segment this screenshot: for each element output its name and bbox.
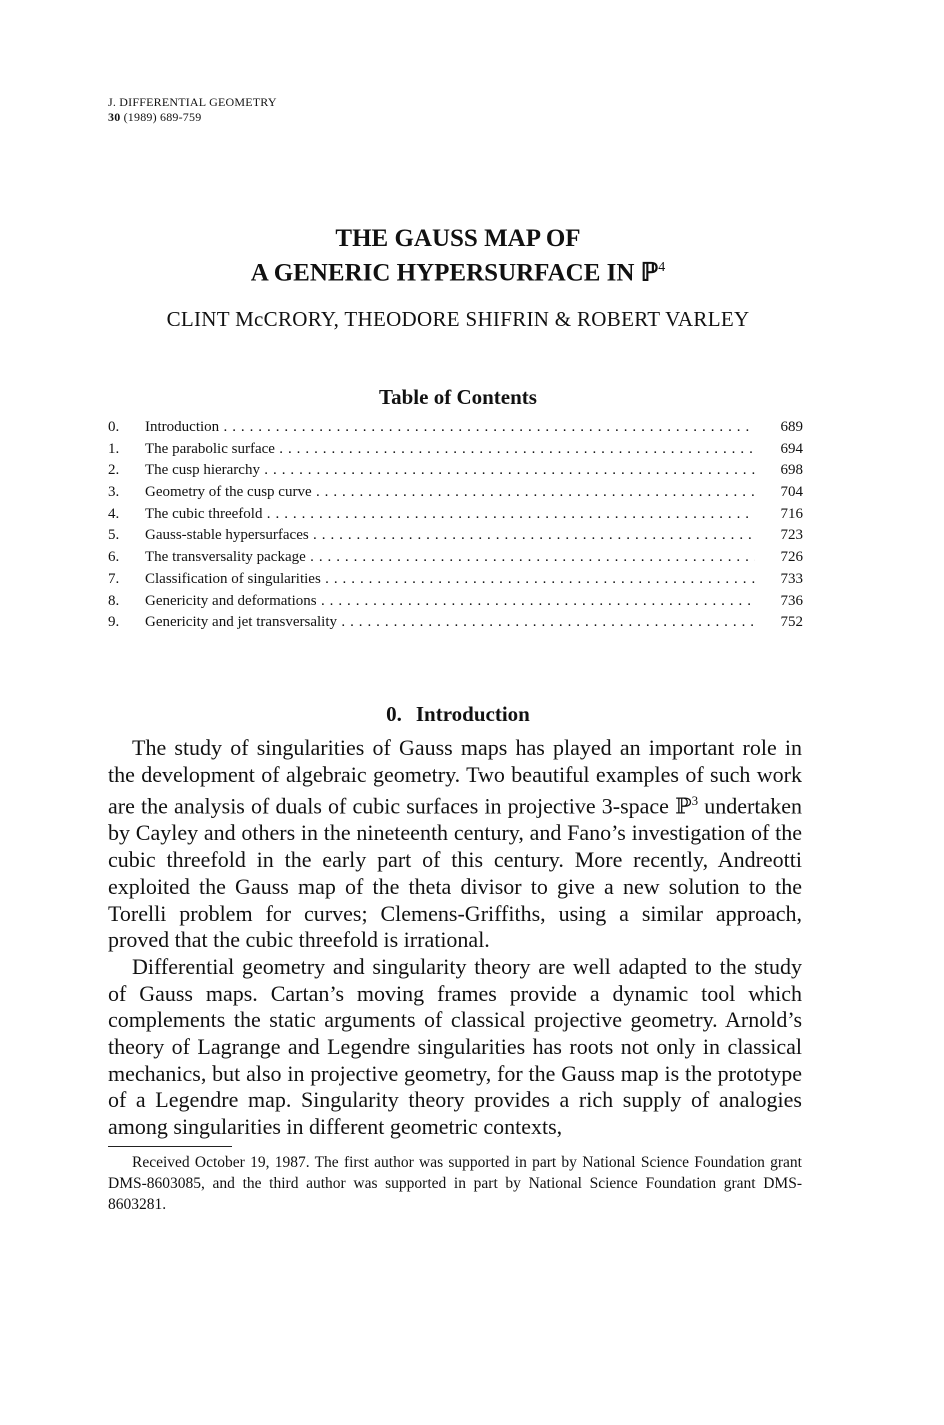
paper-title-line-2-text: A GENERIC HYPERSURFACE IN ℙ: [250, 259, 659, 287]
toc-heading: Table of Contents: [379, 385, 537, 409]
toc-entry-number: 9.: [108, 614, 120, 631]
section-number: 0.: [386, 702, 402, 726]
section-heading: [108, 702, 808, 727]
paragraph-1-part-a: The study of singularities of Gauss maps has played an important role in the development of algebraic geometry. Two beautiful examples of such work are the analysis of duals of cubic surfaces in projective 3-space ℙ: [108, 735, 802, 819]
toc-dot-leader: [219, 419, 755, 435]
toc-entry-title: [145, 569, 755, 591]
toc-entry-title: [145, 547, 755, 569]
toc-entry: [108, 417, 803, 439]
toc-entry-title: [145, 482, 755, 504]
toc-entry-page: 689: [780, 419, 803, 435]
toc-entry-title-text: Geometry of the cusp curve: [145, 484, 312, 501]
toc-entry-page: 723: [780, 527, 803, 544]
toc-entry-number: 1.: [108, 440, 120, 457]
paper-title-superscript: 4: [658, 260, 666, 275]
paragraph-1: [108, 735, 802, 954]
journal-header: [108, 95, 277, 125]
body-text: [108, 735, 802, 1141]
paragraph-2: Differential geometry and singularity theory are well adapted to the study of Gauss maps. Cartan’s moving frames provide a dynamic tool which complements the static arguments of classical projective geometry. Arnold’s theory of Lagrange and Legendre singularities has roots not only in classical mechanics, but also in projective geometry, for the Gauss map is the prototype of a Legendre map. Singularity theory provides a rich supply of analogies among singularities in different geometric contexts,: [108, 953, 802, 1140]
toc-entry-title-text: Classification of singularities: [145, 570, 321, 587]
toc-dot-leader: [321, 571, 755, 587]
journal-name: J. DIFFERENTIAL GEOMETRY: [108, 95, 277, 109]
paragraph-1-part-b: undertaken by Cayley and others in the nineteenth century, and Fano’s investigation of the cubic threefold in the early part of this century. More recently, Andreotti exploited the Gauss map of the theta divisor to give a new solution to the Torelli problem for curves; Clemens-Griffiths, using a similar approach, proved that the cubic threefold is irrational.: [108, 793, 802, 953]
toc-dot-leader: [262, 506, 755, 522]
toc-entry-page: 698: [780, 462, 803, 479]
toc-entry-number: 3.: [108, 484, 120, 501]
toc-entry-number: 2.: [108, 462, 120, 479]
toc-entry-page: 726: [780, 549, 803, 566]
toc-dot-leader: [275, 441, 755, 457]
toc-entry-title: [145, 591, 755, 613]
toc-entry-number: 7.: [108, 570, 120, 587]
toc-entry-title-text: Introduction: [145, 419, 220, 435]
toc-dot-leader: [337, 614, 755, 630]
table-of-contents: [108, 417, 803, 634]
toc-entry-page: 716: [780, 505, 803, 522]
toc-entry-number: 4.: [108, 505, 120, 522]
toc-entry-title: [145, 525, 755, 547]
paragraph-1-superscript: 3: [691, 793, 699, 809]
journal-volume: 30: [108, 110, 121, 124]
toc-dot-leader: [312, 484, 755, 500]
toc-entry-title-text: The transversality package: [145, 549, 306, 566]
toc-entry: [108, 439, 803, 461]
toc-entry-title-text: Genericity and jet transversality: [145, 614, 338, 631]
toc-entry-page: 752: [780, 614, 803, 631]
toc-entry-title: [145, 417, 755, 439]
toc-entry-title: [145, 460, 755, 482]
toc-entry: [108, 504, 803, 526]
toc-entry-title-text: Genericity and deformations: [145, 592, 317, 609]
toc-entry-page: 694: [780, 440, 803, 457]
toc-entry-title: [145, 504, 755, 526]
toc-dot-leader: [260, 462, 755, 478]
footnote-divider: [108, 1146, 232, 1147]
toc-entry-title-text: The cubic threefold: [145, 505, 263, 522]
journal-issue: (1989) 689-759: [123, 110, 202, 124]
toc-entry: [108, 612, 803, 634]
author-list: CLINT McCRORY, THEODORE SHIFRIN & ROBERT VARLEY: [166, 307, 750, 331]
toc-dot-leader: [317, 593, 755, 609]
toc-entry: [108, 482, 803, 504]
toc-entry-page: 704: [780, 484, 803, 501]
paper-title-line-2: [108, 253, 808, 287]
toc-entry-title-text: Gauss-stable hypersurfaces: [145, 527, 309, 544]
footnote: [108, 1152, 802, 1215]
toc-dot-leader: [306, 549, 755, 565]
footnote-text: Received October 19, 1987. The first author was supported in part by National Science Foundation grant DMS-8603085, and the third author was supported in part by National Science Foundation grant DMS-8603281.: [108, 1154, 802, 1213]
toc-entry-number: 6.: [108, 549, 120, 566]
paper-title-line-1: THE GAUSS MAP OF: [335, 225, 581, 252]
toc-entry: [108, 525, 803, 547]
toc-entry-number: 0.: [108, 419, 120, 435]
toc-entry: [108, 460, 803, 482]
toc-entry: [108, 569, 803, 591]
toc-dot-leader: [309, 527, 755, 543]
toc-entry: [108, 591, 803, 613]
toc-entry-title-text: The parabolic surface: [145, 440, 275, 457]
toc-entry-number: 5.: [108, 527, 120, 544]
toc-entry-page: 736: [780, 592, 803, 609]
toc-entry-page: 733: [780, 570, 803, 587]
toc-entry-title: [145, 439, 755, 461]
toc-entry-number: 8.: [108, 592, 120, 609]
toc-entry-title: [145, 612, 755, 634]
toc-entry-title-text: The cusp hierarchy: [145, 462, 260, 479]
section-title: Introduction: [415, 702, 530, 726]
journal-volume-line: [108, 110, 277, 125]
toc-entry: [108, 547, 803, 569]
paper-title: [108, 224, 808, 287]
